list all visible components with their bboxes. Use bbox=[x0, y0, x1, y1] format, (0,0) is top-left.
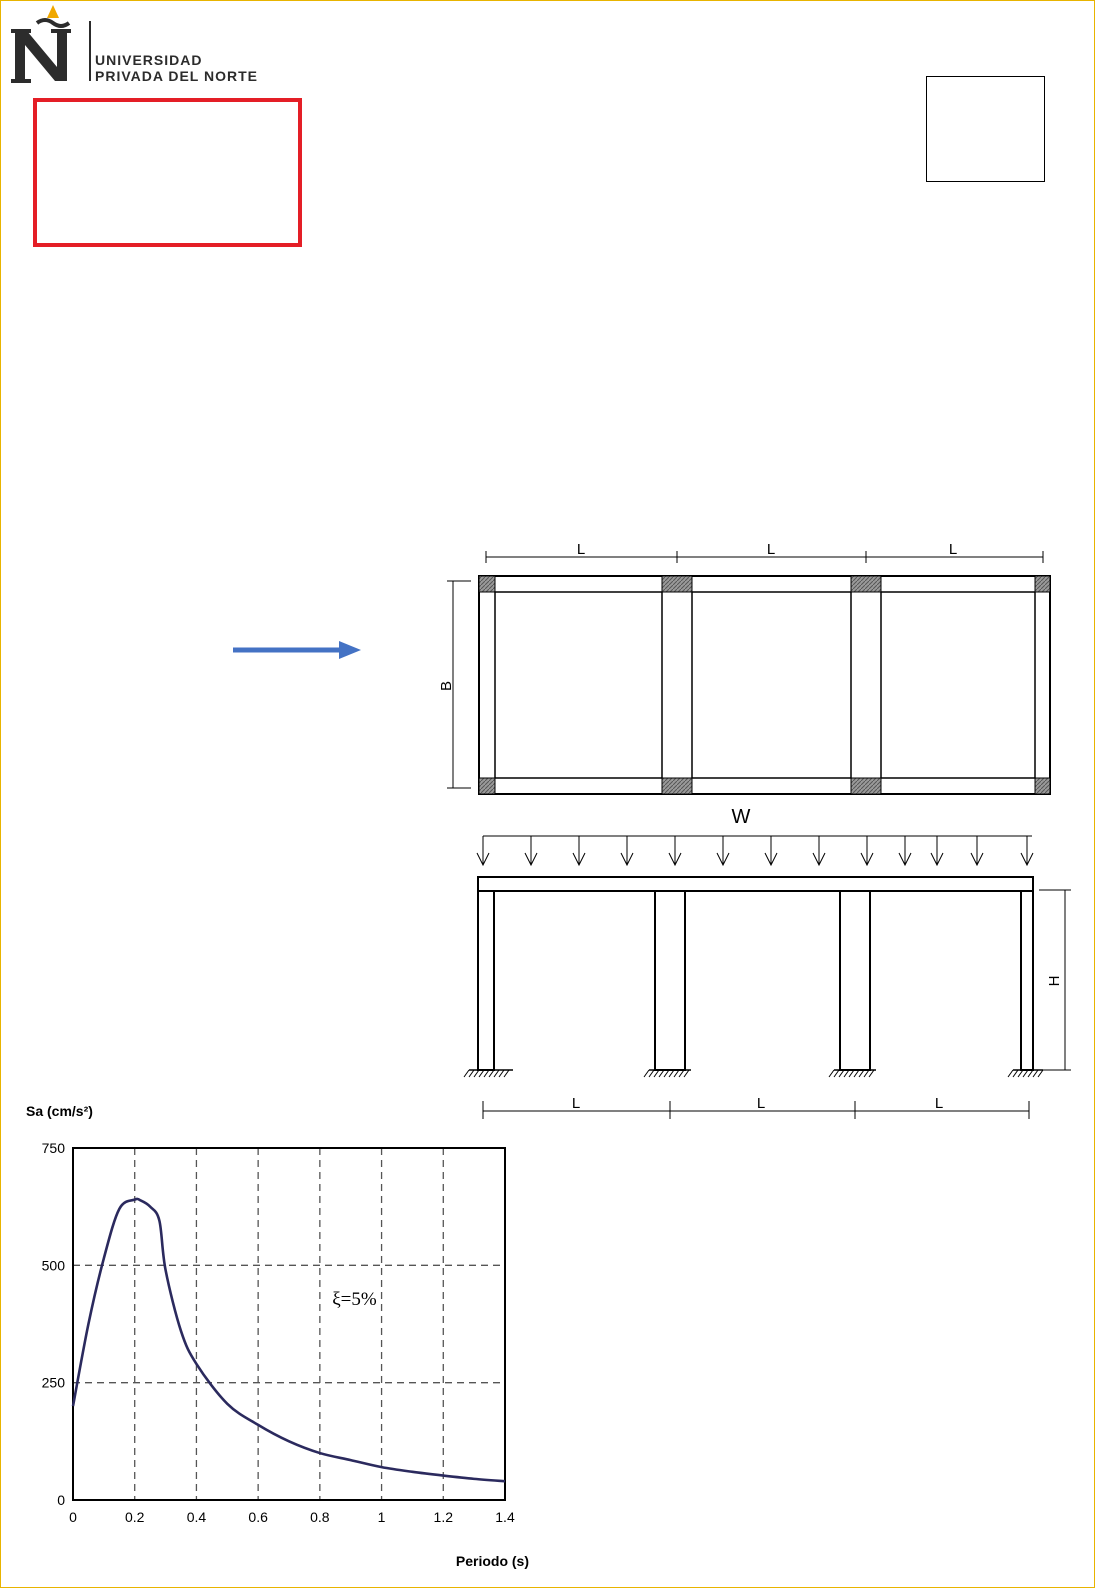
chart-x-tick-label: 0 bbox=[69, 1509, 77, 1525]
load-arrow bbox=[525, 836, 537, 865]
chart-grid bbox=[73, 1148, 505, 1500]
elevation-span-label-1: L bbox=[571, 1095, 581, 1112]
load-arrow bbox=[931, 836, 943, 865]
right-arrow-icon bbox=[233, 639, 363, 661]
empty-grade-box bbox=[926, 76, 1045, 182]
chart-series-line bbox=[73, 1199, 505, 1481]
height-label: H bbox=[1046, 975, 1063, 987]
load-arrow bbox=[1021, 836, 1033, 865]
chart-x-tick-label: 0.2 bbox=[124, 1509, 145, 1525]
chart-x-tick-label: 1.4 bbox=[495, 1509, 515, 1525]
chart-x-tick-label: 1.2 bbox=[433, 1509, 454, 1525]
chart-x-tick-label: 0.8 bbox=[310, 1509, 330, 1525]
plan-width-label: B bbox=[438, 680, 455, 692]
chart-x-tick-label: 1 bbox=[377, 1509, 386, 1525]
logo-accent-triangle bbox=[47, 5, 59, 18]
load-arrow bbox=[765, 836, 777, 865]
chart-plot-frame bbox=[73, 1148, 505, 1500]
chart-y-tick-label: 0 bbox=[57, 1492, 65, 1508]
chart-x-ticks bbox=[69, 1509, 515, 1525]
elevation-view-diagram bbox=[461, 801, 1081, 1136]
chart-y-axis-label: Sa (cm/s²) bbox=[26, 1103, 93, 1119]
fixed-support bbox=[644, 1070, 691, 1077]
chart-y-ticks bbox=[42, 1140, 66, 1508]
load-arrow bbox=[477, 836, 489, 865]
load-arrow bbox=[861, 836, 873, 865]
chart-y-tick-label: 750 bbox=[41, 1140, 65, 1156]
chart-y-tick-label: 250 bbox=[41, 1374, 65, 1391]
red-empty-box bbox=[33, 98, 302, 247]
load-label: W bbox=[731, 806, 751, 828]
chart-y-tick-label: 500 bbox=[41, 1257, 65, 1274]
upn-n-logo-icon bbox=[9, 5, 91, 85]
elevation-span-label-3: L bbox=[934, 1095, 944, 1112]
fixed-support bbox=[1008, 1070, 1043, 1077]
plan-span-label-1: L bbox=[576, 541, 586, 558]
plan-span-label-2: L bbox=[766, 541, 776, 558]
elevation-span-label-2: L bbox=[756, 1095, 766, 1112]
load-arrow bbox=[813, 836, 825, 865]
spectrum-chart bbox=[21, 1096, 561, 1576]
chart-x-tick-label: 0.4 bbox=[186, 1509, 207, 1525]
logo-wordmark bbox=[95, 52, 258, 84]
logo-line-1: UNIVERSIDAD bbox=[95, 52, 203, 68]
fixed-supports bbox=[464, 1070, 1043, 1077]
logo-divider bbox=[89, 21, 91, 81]
fixed-support bbox=[829, 1070, 876, 1077]
plan-view-diagram bbox=[438, 541, 1081, 811]
chart-annotation: ξ=5% bbox=[332, 1289, 377, 1311]
load-arrow bbox=[573, 836, 585, 865]
fixed-support bbox=[464, 1070, 513, 1077]
load-arrow bbox=[971, 836, 983, 865]
distributed-load-arrows bbox=[477, 836, 1033, 865]
chart-x-axis-label: Periodo (s) bbox=[455, 1553, 529, 1569]
load-arrow bbox=[899, 836, 911, 865]
load-arrow bbox=[669, 836, 681, 865]
chart-x-tick-label: 0.6 bbox=[248, 1509, 268, 1525]
load-arrow bbox=[621, 836, 633, 865]
plan-span-label-3: L bbox=[948, 541, 958, 558]
load-arrow bbox=[717, 836, 729, 865]
logo-line-2: PRIVADA DEL NORTE bbox=[95, 68, 258, 84]
